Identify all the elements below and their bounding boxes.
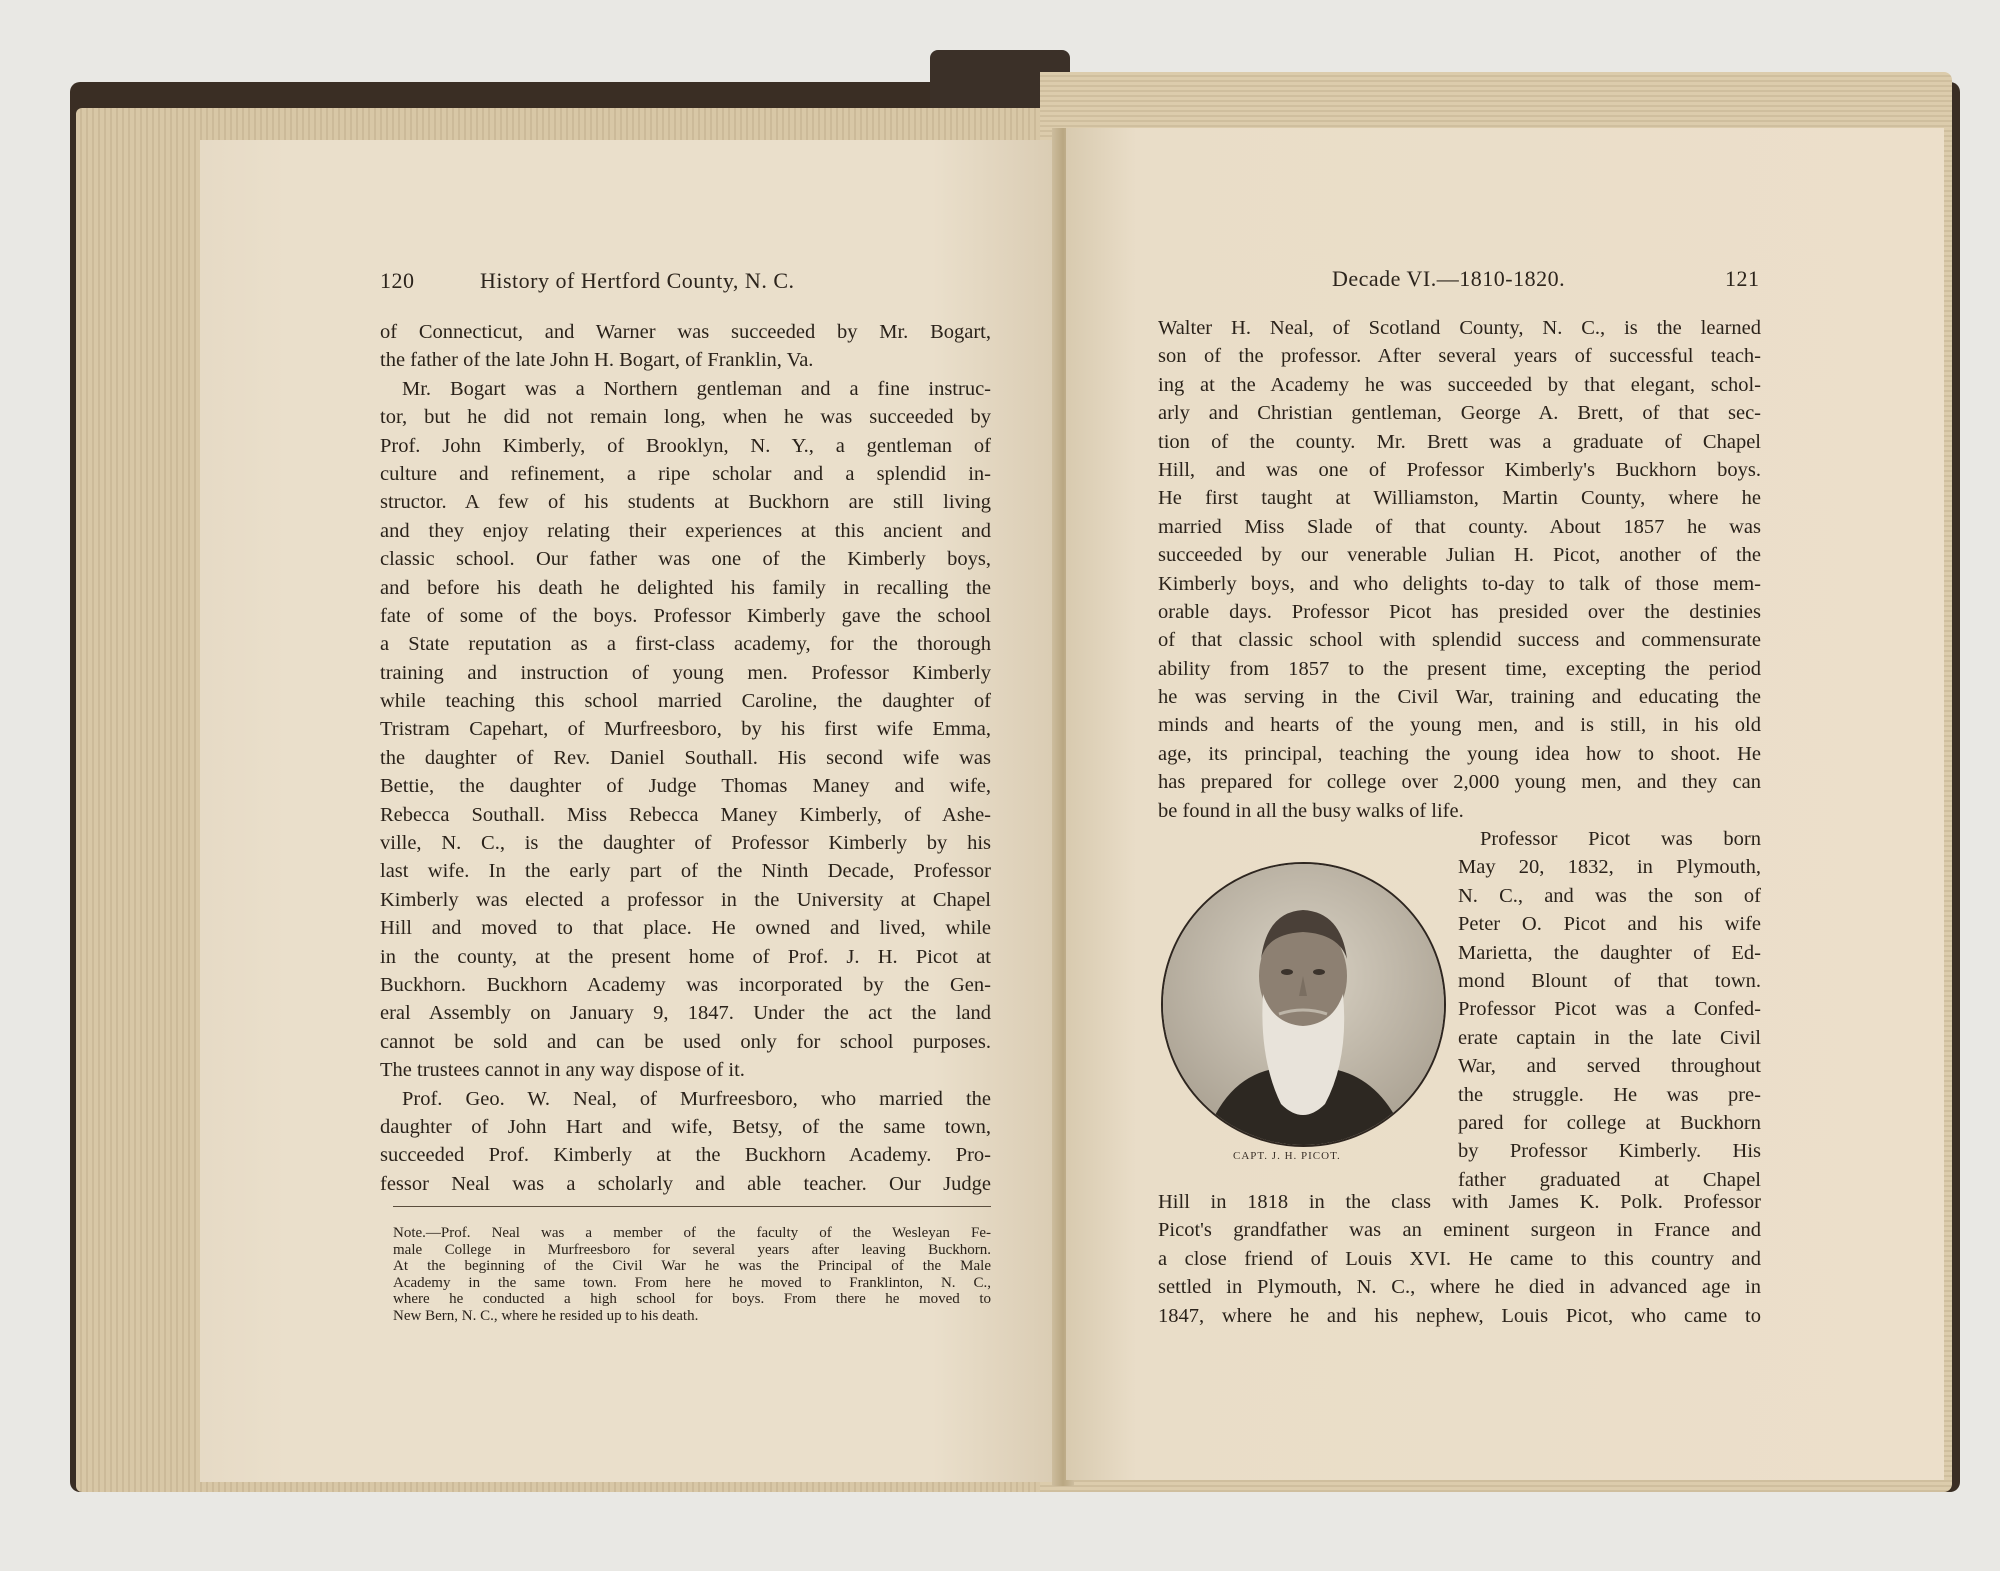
text-line: has prepared for college over 2,000 young men, and they can <box>1158 771 1761 794</box>
footnote-rule <box>393 1206 991 1207</box>
text-line: Rebecca Southall. Miss Rebecca Maney Kimberly, of Ashe- <box>380 803 991 826</box>
text-line: the daughter of Rev. Daniel Southall. His second wife was <box>380 746 991 769</box>
text-line: structor. A few of his students at Buckhorn are still living <box>380 491 991 514</box>
left-page-number: 120 <box>380 268 415 293</box>
footnote-text <box>393 1225 991 1324</box>
text-line: Kimberly was elected a professor in the University at Chapel <box>380 888 991 911</box>
text-line: The trustees cannot in any way dispose of it. <box>380 1059 745 1082</box>
text-line: War, and served throughout <box>1458 1055 1761 1078</box>
text-line: son of the professor. After several years of successful teach- <box>1158 345 1761 368</box>
text-line: settled in Plymouth, N. C., where he died in advanced age in <box>1158 1276 1761 1299</box>
right-running-head: Decade VI.—1810-1820. <box>1332 266 1566 291</box>
right-page-number: 121 <box>1725 266 1760 291</box>
text-line: ability from 1857 to the present time, excepting the period <box>1158 657 1761 680</box>
text-line: he was serving in the Civil War, training and educating the <box>1158 686 1761 709</box>
text-line: succeeded Prof. Kimberly at the Buckhorn Academy. Pro- <box>380 1144 991 1167</box>
portrait-caption: CAPT. J. H. PICOT. <box>1233 1150 1341 1162</box>
text-line: Picot's grandfather was an eminent surgeon in France and <box>1158 1219 1761 1242</box>
text-line: training and instruction of young men. Professor Kimberly <box>380 661 991 684</box>
text-line: a State reputation as a first-class academy, for the thorough <box>380 633 991 656</box>
text-line: Bettie, the daughter of Judge Thomas Maney and wife, <box>380 775 991 798</box>
text-line: last wife. In the early part of the Ninth Decade, Professor <box>380 860 991 883</box>
text-line: of that classic school with splendid success and commensurate <box>1158 629 1761 652</box>
text-line: daughter of John Hart and wife, Betsy, of the same town, <box>380 1115 991 1138</box>
text-line: Walter H. Neal, of Scotland County, N. C., is the learned <box>1158 317 1761 339</box>
text-line: May 20, 1832, in Plymouth, <box>1458 856 1761 879</box>
text-line: 1847, where he and his nephew, Louis Picot, who came to <box>1158 1304 1761 1327</box>
text-line: Buckhorn. Buckhorn Academy was incorporated by the Gen- <box>380 973 991 996</box>
text-line: erate captain in the late Civil <box>1458 1026 1761 1049</box>
text-line: cannot be sold and can be used only for school purposes. <box>380 1030 991 1053</box>
text-line: eral Assembly on January 9, 1847. Under the act the land <box>380 1002 991 1025</box>
text-line: fate of some of the boys. Professor Kimberly gave the school <box>380 604 991 627</box>
text-line: orable days. Professor Picot has presided over the destinies <box>1158 600 1761 623</box>
left-body-text <box>380 318 991 1198</box>
text-line: He first taught at Williamston, Martin County, where he <box>1158 487 1761 510</box>
text-line: be found in all the busy walks of life. <box>1158 799 1464 822</box>
text-line: mond Blount of that town. <box>1458 969 1761 992</box>
footnote-line: Note.—Prof. Neal was a member of the faculty of the Wesleyan Fe- <box>393 1225 991 1241</box>
footnote-line: Academy in the same town. From here he moved to Franklinton, N. C., <box>393 1274 991 1291</box>
right-body-text-top <box>1158 314 1761 825</box>
text-line: and before his death he delighted his family in recalling the <box>380 576 991 599</box>
text-line: pared for college at Buckhorn <box>1458 1111 1761 1134</box>
text-line: ing at the Academy he was succeeded by that elegant, schol- <box>1158 373 1761 396</box>
text-line: Prof. John Kimberly, of Brooklyn, N. Y., a gentleman of <box>380 434 991 457</box>
text-line: married Miss Slade of that county. About 1857 he was <box>1158 515 1761 538</box>
text-line: Marietta, the daughter of Ed- <box>1458 941 1761 964</box>
text-line: age, its principal, teaching the young idea how to shoot. He <box>1158 742 1761 765</box>
text-line: the father of the late John H. Bogart, of Franklin, Va. <box>380 349 814 372</box>
text-line: N. C., and was the son of <box>1458 884 1761 907</box>
footnote-line: New Bern, N. C., where he resided up to his death. <box>393 1307 699 1324</box>
text-line: of Connecticut, and Warner was succeeded by Mr. Bogart, <box>380 321 991 343</box>
text-line: minds and hearts of the young men, and is still, in his old <box>1158 714 1761 737</box>
text-line: Hill and moved to that place. He owned and lived, while <box>380 917 991 940</box>
left-running-head: History of Hertford County, N. C. <box>480 268 795 293</box>
text-line: a close friend of Louis XVI. He came to this country and <box>1158 1247 1761 1270</box>
text-line: arly and Christian gentleman, George A. Brett, of that sec- <box>1158 402 1761 425</box>
right-body-text-bottom <box>1158 1188 1761 1330</box>
text-line: Tristram Capehart, of Murfreesboro, by his first wife Emma, <box>380 718 991 741</box>
text-line: succeeded by our venerable Julian H. Picot, another of the <box>1158 544 1761 567</box>
text-line: Professor Picot was born <box>1480 828 1761 850</box>
text-line: ville, N. C., is the daughter of Professor Kimberly by his <box>380 832 991 855</box>
text-line: Peter O. Picot and his wife <box>1458 913 1761 936</box>
text-line: culture and refinement, a ripe scholar and a splendid in- <box>380 462 991 485</box>
text-line: father graduated at Chapel <box>1458 1168 1761 1191</box>
footnote-line: male College in Murfreesboro for several years after leaving Buckhorn. <box>393 1241 991 1258</box>
text-line: while teaching this school married Caroline, the daughter of <box>380 690 991 713</box>
text-line: the struggle. He was pre- <box>1458 1083 1761 1106</box>
portrait-engraving-icon <box>1163 864 1444 1145</box>
text-line: Kimberly boys, and who delights to-day to talk of those mem- <box>1158 572 1761 595</box>
text-line: tion of the county. Mr. Brett was a graduate of Chapel <box>1158 430 1761 453</box>
text-line: Hill in 1818 in the class with James K. Polk. Professor <box>1158 1191 1761 1213</box>
text-line: by Professor Kimberly. His <box>1458 1140 1761 1163</box>
text-line: fessor Neal was a scholarly and able teacher. Our Judge <box>380 1172 991 1195</box>
portrait-picot <box>1161 862 1446 1147</box>
text-line: tor, but he did not remain long, when he was succeeded by <box>380 406 991 429</box>
footnote-line: At the beginning of the Civil War he was the Principal of the Male <box>393 1258 991 1274</box>
text-line: Professor Picot was a Confed- <box>1458 998 1761 1021</box>
text-line: in the county, at the present home of Prof. J. H. Picot at <box>380 945 991 968</box>
text-line: Hill, and was one of Professor Kimberly's Buckhorn boys. <box>1158 458 1761 481</box>
text-line: and they enjoy relating their experiences at this ancient and <box>380 519 991 542</box>
text-line: Prof. Geo. W. Neal, of Murfreesboro, who married the <box>402 1087 991 1110</box>
text-line: Mr. Bogart was a Northern gentleman and a fine instruc- <box>402 377 991 400</box>
right-body-text-beside-portrait <box>1458 825 1761 1194</box>
text-line: classic school. Our father was one of the Kimberly boys, <box>380 548 991 571</box>
footnote-line: where he conducted a high school for boys. From there he moved to <box>393 1291 991 1307</box>
